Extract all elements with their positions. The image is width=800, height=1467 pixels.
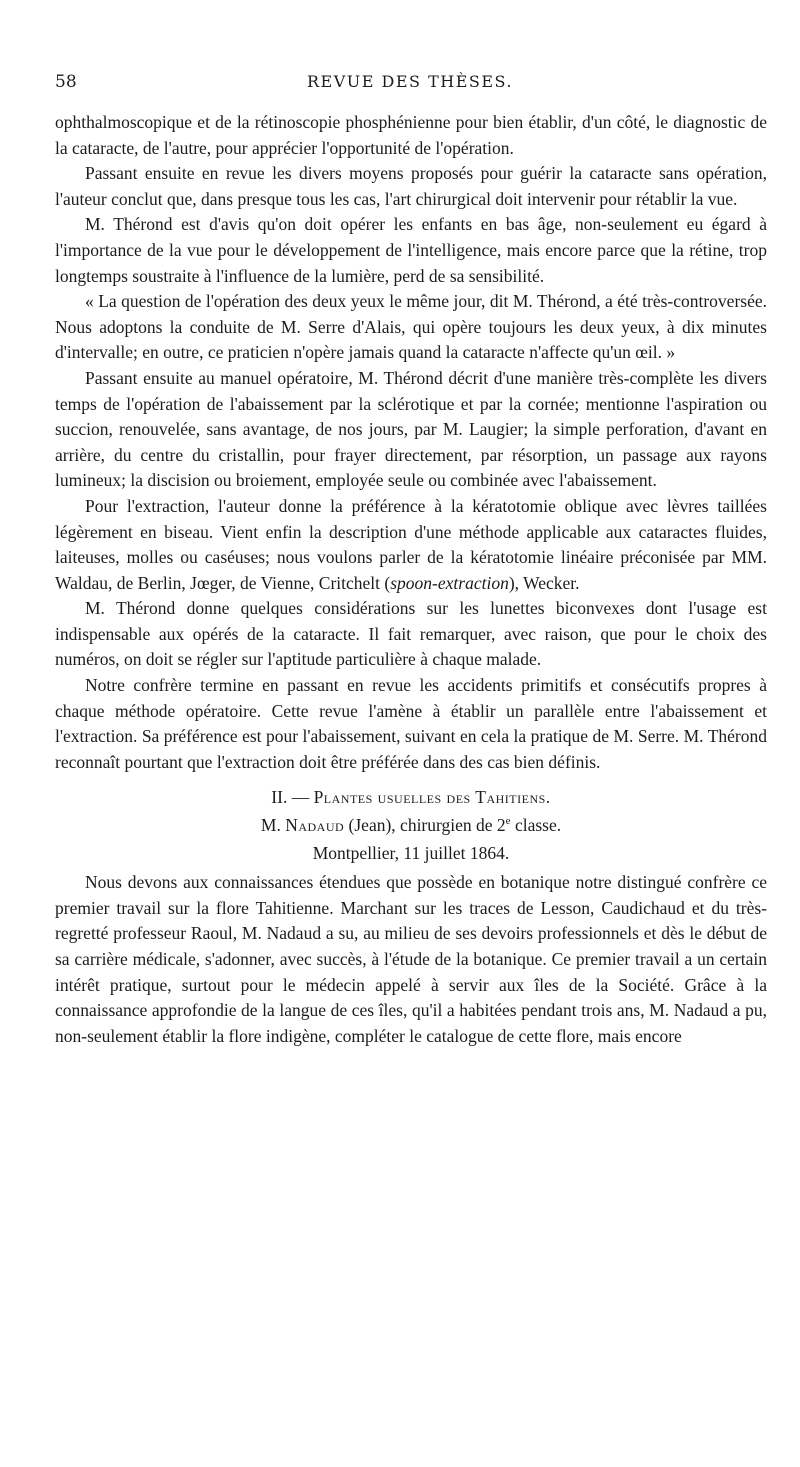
section-heading	[55, 785, 767, 811]
section-date: Montpellier, 11 juillet 1864.	[312, 842, 510, 863]
paragraph-text: ), Wecker.	[508, 572, 580, 593]
paragraph: M. Thérond donne quelques considérations sur les lunettes biconvexes dont l'usage est indispensable aux opérés de la cataracte. Il fait remarquer, avec raison, que pour le choix des numéros, on doit se régler sur l'aptitude particulière à chaque malade.	[55, 598, 767, 670]
page-header	[55, 72, 765, 102]
author-prefix: M.	[260, 815, 281, 836]
paragraph: Passant ensuite au manuel opératoire, M. Thérond décrit d'une manière très-complète les divers temps de l'opération de l'abaissement par la sclérotique et par la cornée; mentionne l'aspiration ou succion, renouvelée, sans avantage, de nos jours, par M. Laugier; la simple perforation, d'avant en arrière, du centre du cristallin, pour frayer directement, par résorption, un passage aux rayons lumineux; la discision ou broiement, employée seule ou combinée avec l'abaissement.	[55, 367, 767, 491]
italic-term: spoon-extraction	[390, 572, 509, 593]
paragraph-quote: « La question de l'opération des deux yeux le même jour, dit M. Thérond, a été très-controversée. Nous adoptons la conduite de M. Serre d'Alais, qui opère toujours les deux yeux, à dix minutes d'intervalle; en outre, ce praticien n'opère jamais quand la cataracte n'affecte qu'un œil. »	[55, 291, 767, 363]
paragraph-continuation: ophthalmoscopique et de la rétinoscopie phosphénienne pour bien établir, d'un côté, le diagnostic de la cataracte, de l'autre, pour apprécier l'opportunité de l'opération.	[55, 112, 767, 158]
paragraph: M. Thérond est d'avis qu'on doit opérer les enfants en bas âge, non-seulement eu égard à l'importance de la vue pour le développement de l'intelligence, mais encore parce que la rétine, trop longtemps soustraite à l'influence de la lumière, perd de sa sensibilité.	[55, 214, 767, 286]
author-suffix: classe.	[514, 815, 562, 836]
paragraph-text: Pour l'extraction, l'auteur donne la préférence à la kératotomie oblique avec lèvres taillées légèrement en biseau. Vient enfin la description d'une méthode applicable aux cataractes fluides, laiteuses, molles ou caséuses; nous voulons parler de la kératotomie linéaire préconisée par MM. Waldau, de Berlin, Jœger, de Vienne, Critchelt (	[55, 495, 767, 593]
paragraph: Notre confrère termine en passant en revue les accidents primitifs et consécutifs propres à chaque méthode opératoire. Cette revue l'amène à établir un parallèle entre l'abaissement et l'extraction. Sa préférence est pour l'abaissement, suivant en cela la pratique de M. Serre. M. Thérond reconnaît pourtant que l'extraction doit être préférée dans des cas bien définis.	[55, 675, 767, 772]
paragraph: Passant ensuite en revue les divers moyens proposés pour guérir la cataracte sans opération, l'auteur conclut que, dans presque tous les cas, l'art chirurgical doit intervenir pour rétablir la vue.	[55, 163, 767, 209]
page-body	[55, 110, 767, 1049]
paragraph	[55, 494, 767, 596]
running-title: REVUE DES THÈSES.	[306, 72, 513, 91]
paragraph: Nous devons aux connaissances étendues que possède en botanique notre distingué confrère ce premier travail sur la flore Tahitienne. Marchant sur les traces de Lesson, Caudichaud et du très-regretté professeur Raoul, M. Nadaud a su, au milieu de ses devoirs professionnels et dès le début de sa carrière médicale, s'adonner, avec succès, à l'étude de la botanique. Ce premier travail a un certain intérêt pratique, surtout pour le médecin appelé à servir aux îles de la Société. Grâce à la connaissance approfondie de la langue de ces îles, qu'il a habitées pendant trois ans, M. Nadaud a pu, non-seulement établir la flore indigène, compléter le catalogue de cette flore, mais encore	[55, 872, 767, 1046]
author-rest: (Jean), chirurgien de 2	[348, 815, 506, 836]
section-numeral: II. —	[271, 787, 310, 808]
page-number: 58	[55, 72, 77, 92]
section-title: Plantes usuelles des Tahitiens.	[313, 787, 551, 808]
section-author	[55, 813, 767, 839]
author-sup: e	[505, 815, 511, 828]
author-name: Nadaud	[285, 815, 345, 836]
